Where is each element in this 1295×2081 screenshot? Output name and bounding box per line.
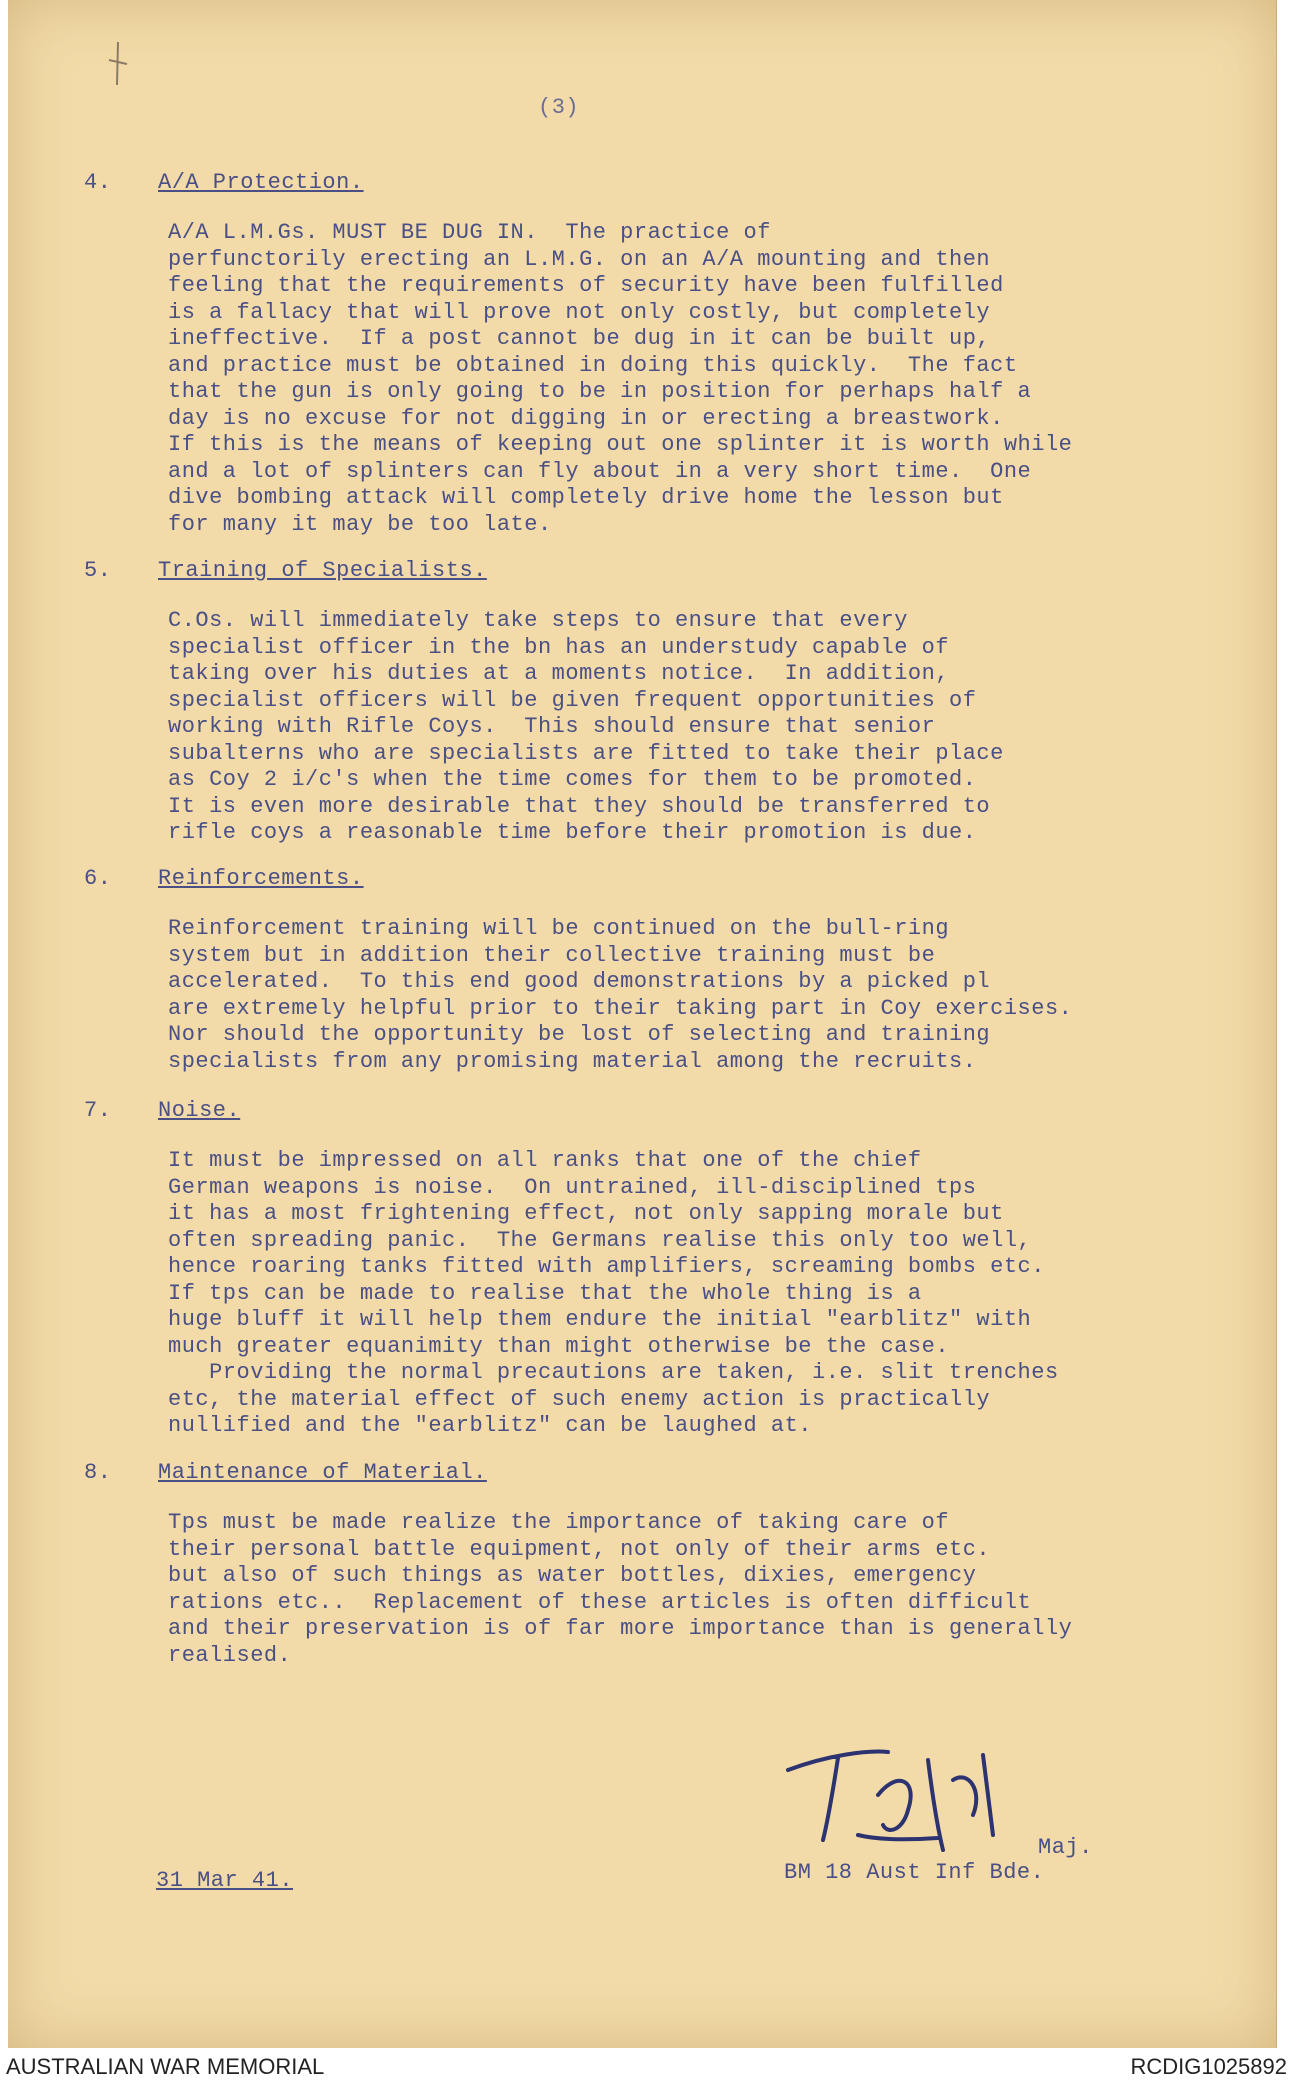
section-title: Reinforcements. <box>158 866 364 891</box>
archive-footer <box>0 2050 1295 2081</box>
section-number: 6. <box>84 866 112 891</box>
signature-unit: BM 18 Aust Inf Bde. <box>784 1860 1045 1885</box>
section-body: C.Os. will immediately take steps to ensure that every specialist officer in the bn has an understudy capable of taking over his duties at a moments notice. In addition, specialist officers will be given frequent opportunities of working with Rifle Coys. This should ensure that senior subalterns who are specialists are fitted to take their place as Coy 2 i/c's when the time comes for them to be promoted. It is even more desirable that they should be transferred to rifle coys a reasonable time before their promotion is due. <box>168 608 1004 845</box>
section-number: 8. <box>84 1460 112 1485</box>
section-number: 4. <box>84 170 112 195</box>
section-title: Noise. <box>158 1098 241 1123</box>
section-title: Maintenance of Material. <box>158 1460 487 1485</box>
pencil-mark-icon <box>103 40 133 90</box>
section-body: It must be impressed on all ranks that one of the chief German weapons is noise. On untrained, ill-disciplined tps it has a most frightening effect, not only sapping morale but often spreading panic. The Germans realise this only too well, hence roaring tanks fitted with amplifiers, screaming bombs etc. If tps can be made to realise that the whole thing is a huge bluff it will help them endure the initial "earblitz" with much greater equanimity than might otherwise be the case. Providing the normal precautions are taken, i.e. slit trenches etc, the material effect of such enemy action is practically nullified and the "earblitz" can be laughed at. <box>168 1148 1059 1438</box>
page-number: (3) <box>538 95 580 120</box>
footer-institution: AUSTRALIAN WAR MEMORIAL <box>6 2054 325 2079</box>
section-body: A/A L.M.Gs. MUST BE DUG IN. The practice of perfunctorily erecting an L.M.G. on an A/A mounting and then feeling that the requirements of security have been fulfilled is a fallacy that will prove not only costly, but completely ineffective. If a post cannot be dug in it can be built up, and practice must be obtained in doing this quickly. The fact that the gun is only going to be in position for perhaps half a day is no excuse for not digging in or erecting a breastwork. If this is the means of keeping out one splinter it is worth while and a lot of splinters can fly about in a very short time. One dive bombing attack will completely drive home the lesson but for many it may be too late. <box>168 220 1073 537</box>
signature-rank: Maj. <box>1038 1835 1093 1860</box>
footer-record-id: RCDIG1025892 <box>1130 2054 1287 2079</box>
section-number: 7. <box>84 1098 112 1123</box>
section-title: A/A Protection. <box>158 170 364 195</box>
document-page <box>8 0 1277 2048</box>
handwritten-signature <box>768 1740 1048 1870</box>
section-body: Reinforcement training will be continued on the bull-ring system but in addition their collective training must be accelerated. To this end good demonstrations by a picked pl are extremely helpful prior to their taking part in Coy exercises. Nor should the opportunity be lost of selecting and training specialists from any promising material among the recruits. <box>168 916 1073 1074</box>
section-title: Training of Specialists. <box>158 558 487 583</box>
document-date: 31 Mar 41. <box>156 1868 294 1893</box>
section-number: 5. <box>84 558 112 583</box>
section-body: Tps must be made realize the importance of taking care of their personal battle equipment, not only of their arms etc. but also of such things as water bottles, dixies, emergency rations etc.. Replacement of these articles is often difficult and their preservation is of far more importance than is generally realised. <box>168 1510 1073 1668</box>
